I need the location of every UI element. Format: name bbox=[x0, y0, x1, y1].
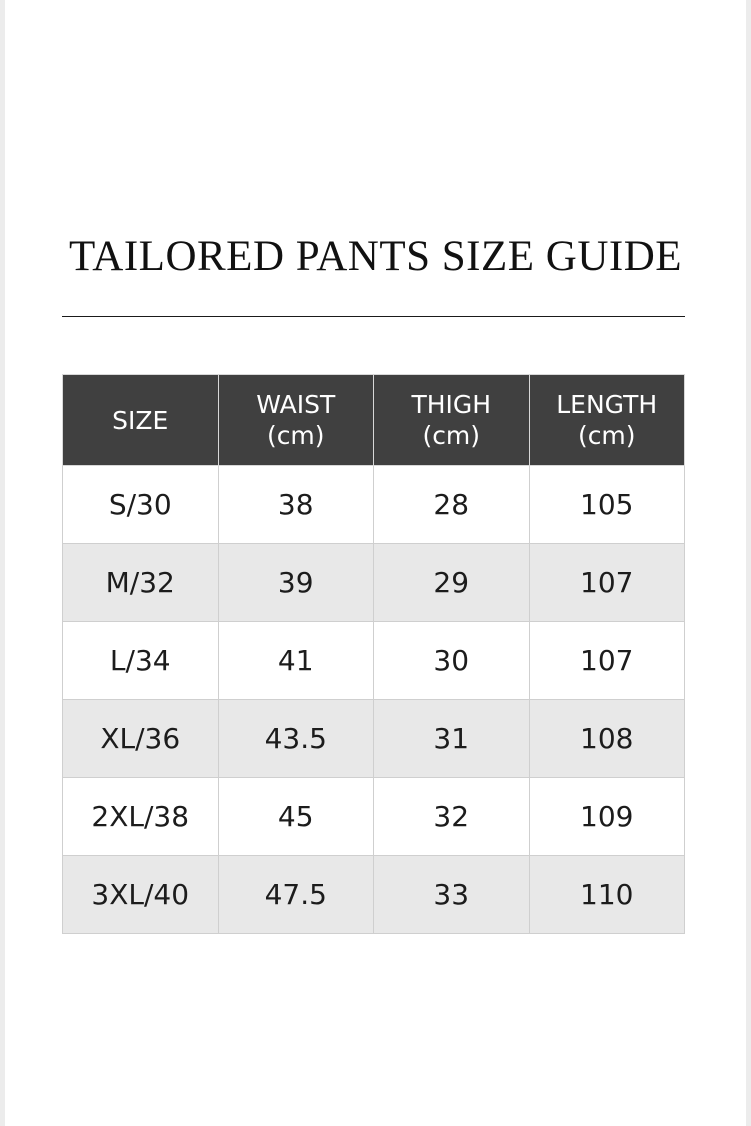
cell-length: 107 bbox=[529, 544, 685, 622]
table-row bbox=[63, 778, 685, 856]
cell-length: 110 bbox=[529, 856, 685, 934]
header-thigh-unit: (cm) bbox=[422, 421, 481, 450]
table-row bbox=[63, 466, 685, 544]
table-row bbox=[63, 622, 685, 700]
cell-waist: 43.5 bbox=[218, 700, 374, 778]
table-row bbox=[63, 544, 685, 622]
header-length-unit: (cm) bbox=[577, 421, 636, 450]
cell-size: M/32 bbox=[63, 544, 219, 622]
cell-size: L/34 bbox=[63, 622, 219, 700]
cell-size: XL/36 bbox=[63, 700, 219, 778]
cell-thigh: 28 bbox=[374, 466, 530, 544]
cell-length: 107 bbox=[529, 622, 685, 700]
cell-waist: 39 bbox=[218, 544, 374, 622]
table-header bbox=[63, 375, 685, 466]
cell-waist: 45 bbox=[218, 778, 374, 856]
size-guide-page bbox=[5, 0, 746, 1126]
header-thigh bbox=[374, 375, 530, 466]
table-row bbox=[63, 700, 685, 778]
cell-length: 109 bbox=[529, 778, 685, 856]
title-divider bbox=[62, 316, 685, 317]
header-size-label: SIZE bbox=[112, 405, 169, 435]
page-title: TAILORED PANTS SIZE GUIDE bbox=[68, 233, 683, 280]
cell-waist: 47.5 bbox=[218, 856, 374, 934]
header-size bbox=[63, 375, 219, 466]
cell-length: 105 bbox=[529, 466, 685, 544]
cell-thigh: 31 bbox=[374, 700, 530, 778]
cell-length: 108 bbox=[529, 700, 685, 778]
cell-size: 2XL/38 bbox=[63, 778, 219, 856]
cell-thigh: 33 bbox=[374, 856, 530, 934]
cell-size: 3XL/40 bbox=[63, 856, 219, 934]
table-row bbox=[63, 856, 685, 934]
header-length-label: LENGTH bbox=[556, 390, 658, 419]
cell-waist: 38 bbox=[218, 466, 374, 544]
header-waist bbox=[218, 375, 374, 466]
size-table bbox=[62, 374, 685, 934]
cell-thigh: 32 bbox=[374, 778, 530, 856]
cell-thigh: 30 bbox=[374, 622, 530, 700]
header-row bbox=[63, 375, 685, 466]
cell-size: S/30 bbox=[63, 466, 219, 544]
cell-thigh: 29 bbox=[374, 544, 530, 622]
table-body bbox=[63, 466, 685, 934]
header-length bbox=[529, 375, 685, 466]
header-waist-unit: (cm) bbox=[266, 421, 325, 450]
cell-waist: 41 bbox=[218, 622, 374, 700]
header-waist-label: WAIST bbox=[256, 390, 336, 419]
header-thigh-label: THIGH bbox=[411, 390, 492, 419]
